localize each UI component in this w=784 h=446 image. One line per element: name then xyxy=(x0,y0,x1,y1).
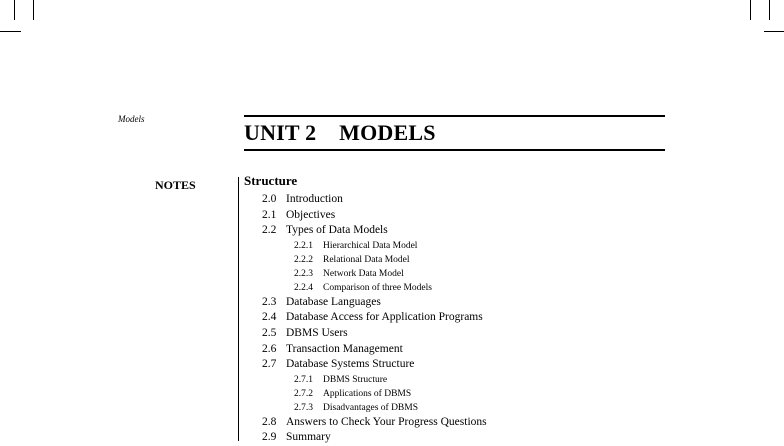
toc-number: 2.7.1 xyxy=(294,374,313,385)
toc-label: Transaction Management xyxy=(286,342,403,355)
toc-label: Disadvantages of DBMS xyxy=(323,402,418,413)
toc-label: Comparison of three Models xyxy=(323,282,432,293)
toc-number: 2.6 xyxy=(262,342,277,355)
toc-label: Network Data Model xyxy=(323,268,404,279)
toc-label: Relational Data Model xyxy=(323,254,410,265)
toc-number: 2.4 xyxy=(262,311,277,324)
toc-section xyxy=(262,415,487,431)
toc-label: Introduction xyxy=(286,193,343,205)
toc-section xyxy=(262,208,487,224)
toc-number: 2.7.3 xyxy=(294,402,313,413)
crop-mark-top-right-vertical-inner xyxy=(769,0,770,20)
toc-label: Objectives xyxy=(286,208,336,221)
toc-number: 2.9 xyxy=(262,431,277,444)
structure-heading: Structure xyxy=(244,173,298,188)
toc-label: Applications of DBMS xyxy=(323,388,412,399)
toc-section xyxy=(262,295,487,311)
toc-label: Database Access for Application Programs xyxy=(286,311,483,324)
crop-mark-top-left-vertical-inner xyxy=(14,0,15,20)
toc-section xyxy=(262,326,487,342)
toc-number: 2.2.4 xyxy=(294,282,313,293)
crop-mark-top-right-vertical xyxy=(750,0,751,20)
table-of-contents xyxy=(262,192,487,446)
crop-mark-top-left-horizontal xyxy=(0,31,21,32)
toc-number: 2.2.1 xyxy=(294,240,313,251)
toc-number: 2.5 xyxy=(262,326,277,339)
toc-subsection xyxy=(262,267,487,281)
toc-subsection xyxy=(262,373,487,387)
toc-label: Database Systems Structure xyxy=(286,358,415,371)
toc-section xyxy=(262,310,487,326)
toc-subsection xyxy=(262,387,487,401)
toc-number: 2.8 xyxy=(262,415,277,428)
toc-number: 2.7 xyxy=(262,358,277,371)
margin-divider xyxy=(238,177,239,441)
toc-subsection xyxy=(262,239,487,253)
toc-label: DBMS Structure xyxy=(323,374,388,385)
toc-subsection xyxy=(262,281,487,295)
notes-label: NOTES xyxy=(155,178,196,192)
crop-mark-top-right-horizontal xyxy=(764,31,784,32)
running-head: Models xyxy=(118,114,145,124)
toc-number: 2.2 xyxy=(262,224,277,237)
toc-number: 2.3 xyxy=(262,295,277,308)
toc-number: 2.7.2 xyxy=(294,388,313,399)
toc-subsection xyxy=(262,401,487,415)
toc-number: 2.0 xyxy=(262,193,277,205)
toc-label: Hierarchical Data Model xyxy=(323,240,418,251)
toc-number: 2.2.3 xyxy=(294,268,313,279)
title-rule-bottom xyxy=(244,149,665,151)
toc-number: 2.1 xyxy=(262,208,277,221)
toc-section xyxy=(262,342,487,358)
toc-label: Summary xyxy=(286,431,331,444)
title-rule-top xyxy=(244,115,665,117)
toc-section xyxy=(262,192,487,208)
crop-mark-top-left-vertical xyxy=(33,0,34,20)
toc-label: Answers to Check Your Progress Questions xyxy=(286,415,487,428)
toc-subsection xyxy=(262,253,487,267)
toc-section xyxy=(262,223,487,239)
toc-section xyxy=(262,357,487,373)
toc-section xyxy=(262,430,487,446)
toc-label: Types of Data Models xyxy=(286,224,388,237)
toc-label: DBMS Users xyxy=(286,326,348,339)
toc-label: Database Languages xyxy=(286,295,381,308)
toc-number: 2.2.2 xyxy=(294,254,313,265)
unit-title: UNIT 2 MODELS xyxy=(244,120,436,145)
